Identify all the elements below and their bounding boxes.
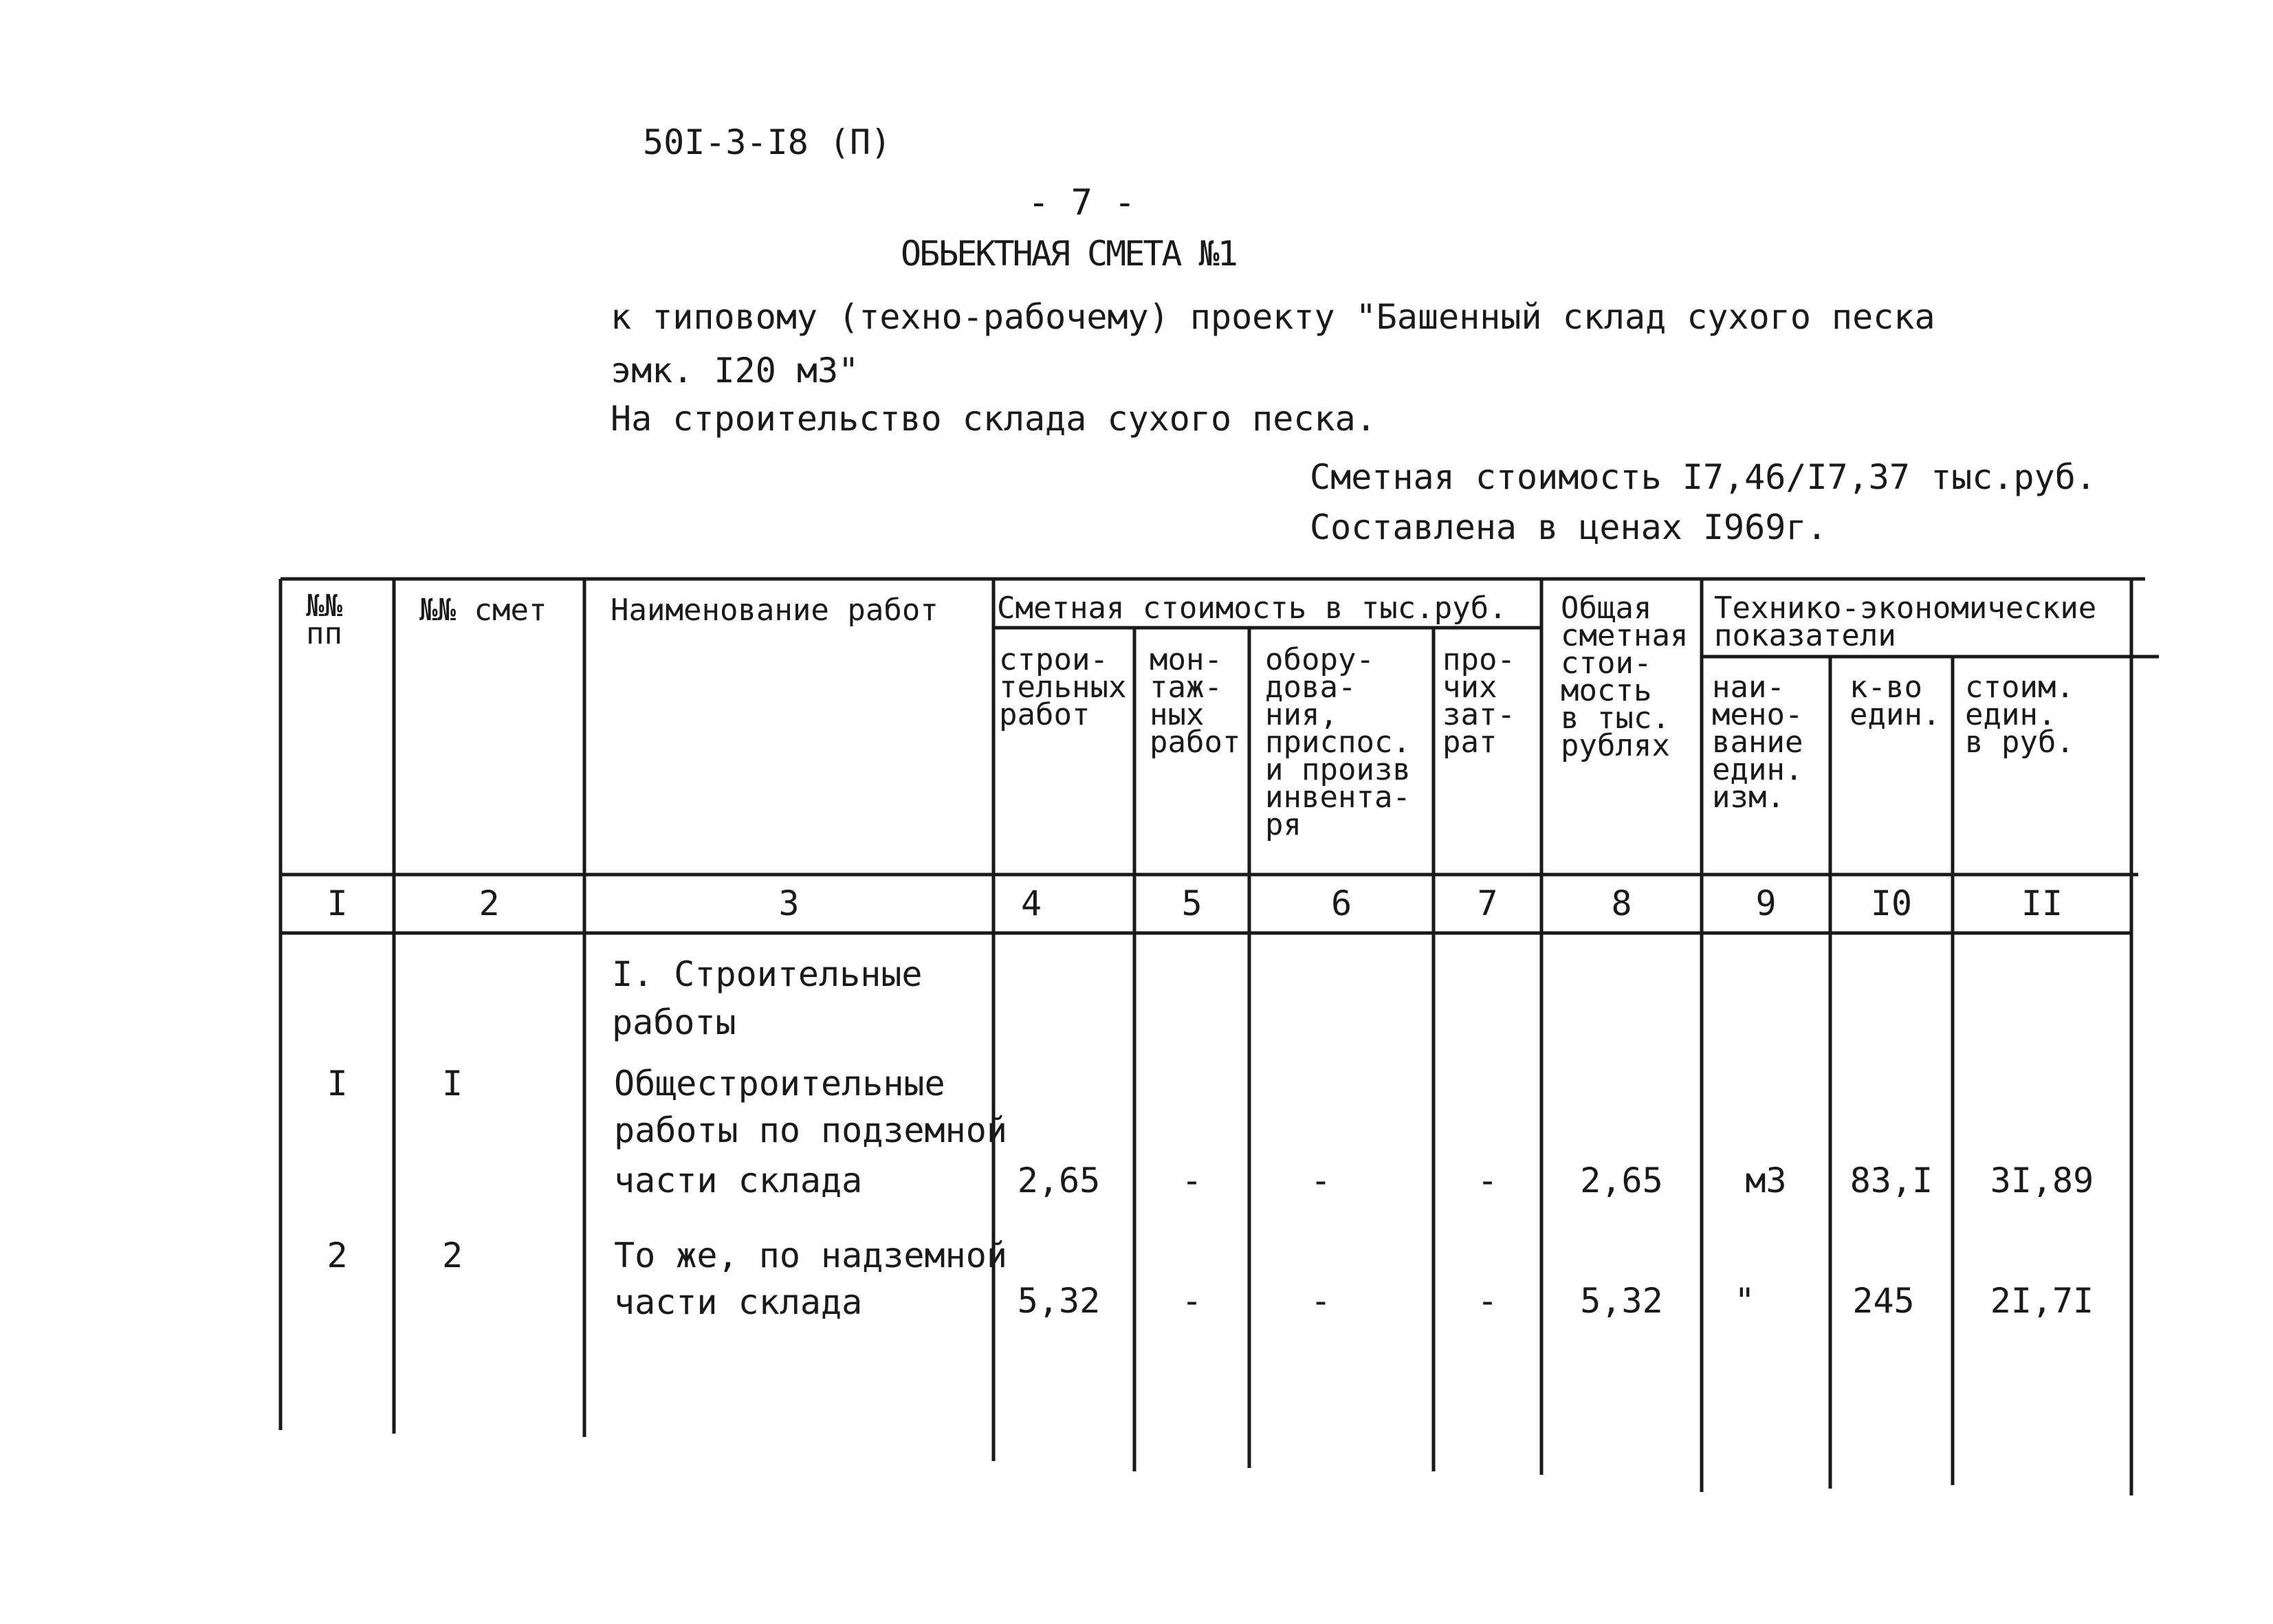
row1-installation-cost: - [1181,1161,1203,1200]
row2-quantity: 245 [1852,1281,1915,1321]
column-number: 7 [1477,884,1498,923]
row2-installation-cost: - [1181,1281,1203,1321]
project-line-1: к типовому (техно-рабочему) проекту "Башенный склад сухого песка [611,297,1935,337]
row2-other-cost: - [1477,1281,1498,1321]
row1-unit: м3 [1745,1161,1787,1200]
column-number: I [327,884,348,923]
header-installation: мон- таж- ных работ [1150,642,1241,760]
column-number: 4 [1020,884,1042,923]
row1-unit-cost: 3I,89 [1990,1161,2094,1200]
row1-total-cost: 2,65 [1580,1161,1663,1200]
header-cost-group: Сметная стоимость в тыс.руб. [997,591,1507,626]
column-number: 3 [778,884,800,923]
header-pp: №№ пп [306,589,342,651]
header-unit-cost: стоим. един. в руб. [1965,670,2074,760]
row2-unit: " [1734,1281,1755,1321]
header-unit-quantity: к-во един. [1849,670,1941,732]
row1-pp: I [327,1064,348,1104]
row1-name-line1: Общестроительные [614,1064,945,1104]
row2-equipment-cost: - [1310,1281,1332,1321]
row2-total-cost: 5,32 [1580,1281,1663,1321]
price-basis: Составлена в ценах I969г. [1310,507,1827,547]
column-number: 5 [1181,884,1203,923]
header-total-cost: Общая сметная стои- мость в тыс. рублях [1561,591,1689,763]
column-number: 6 [1330,884,1352,923]
column-number: 9 [1755,884,1777,923]
header-smeta-number: №№ смет [419,593,547,628]
row1-construction-cost: 2,65 [1017,1161,1101,1200]
purpose-line: На строительство склада сухого песка. [611,399,1376,439]
row2-smeta: 2 [441,1236,463,1275]
row1-other-cost: - [1477,1161,1498,1200]
column-number: II [2021,884,2063,923]
column-number: 8 [1611,884,1632,923]
estimated-cost: Сметная стоимость I7,46/I7,37 тыс.руб. [1310,457,2096,497]
row2-pp: 2 [327,1236,348,1275]
row1-quantity: 83,I [1849,1161,1933,1200]
column-number: 2 [479,884,500,923]
estimate-title: ОБЬЕКТНАЯ СМЕТА №1 [901,234,1236,274]
row1-smeta: I [441,1064,463,1104]
row1-equipment-cost: - [1310,1161,1332,1200]
header-unit-name: наи- мено- вание един. изм. [1712,670,1803,815]
document-code: 50I-3-I8 (П) [643,122,892,162]
column-number: I0 [1870,884,1913,923]
row1-name-line3: части склада [614,1161,863,1200]
row1-name-line2: работы по подземной [614,1110,1007,1150]
project-line-2: эмк. I20 м3" [611,351,859,391]
page-number: - 7 - [1028,182,1136,223]
header-work-name: Наименование работ [611,593,938,628]
header-tech-econ-group: Технико-экономические показатели [1714,591,2097,653]
row2-construction-cost: 5,32 [1017,1281,1101,1321]
section-title: I. Строительные работы [612,954,923,1042]
row2-name-line2: части склада [614,1282,863,1322]
header-other-costs: про- чих зат- рат [1442,642,1515,760]
row2-name-line1: То же, по надземной [614,1236,1007,1275]
header-construction: строи- тельных работ [999,642,1127,732]
header-equipment: обору- дова- ния, приспос. и произв инвента- ря [1265,642,1411,842]
row2-unit-cost: 2I,7I [1990,1281,2094,1321]
